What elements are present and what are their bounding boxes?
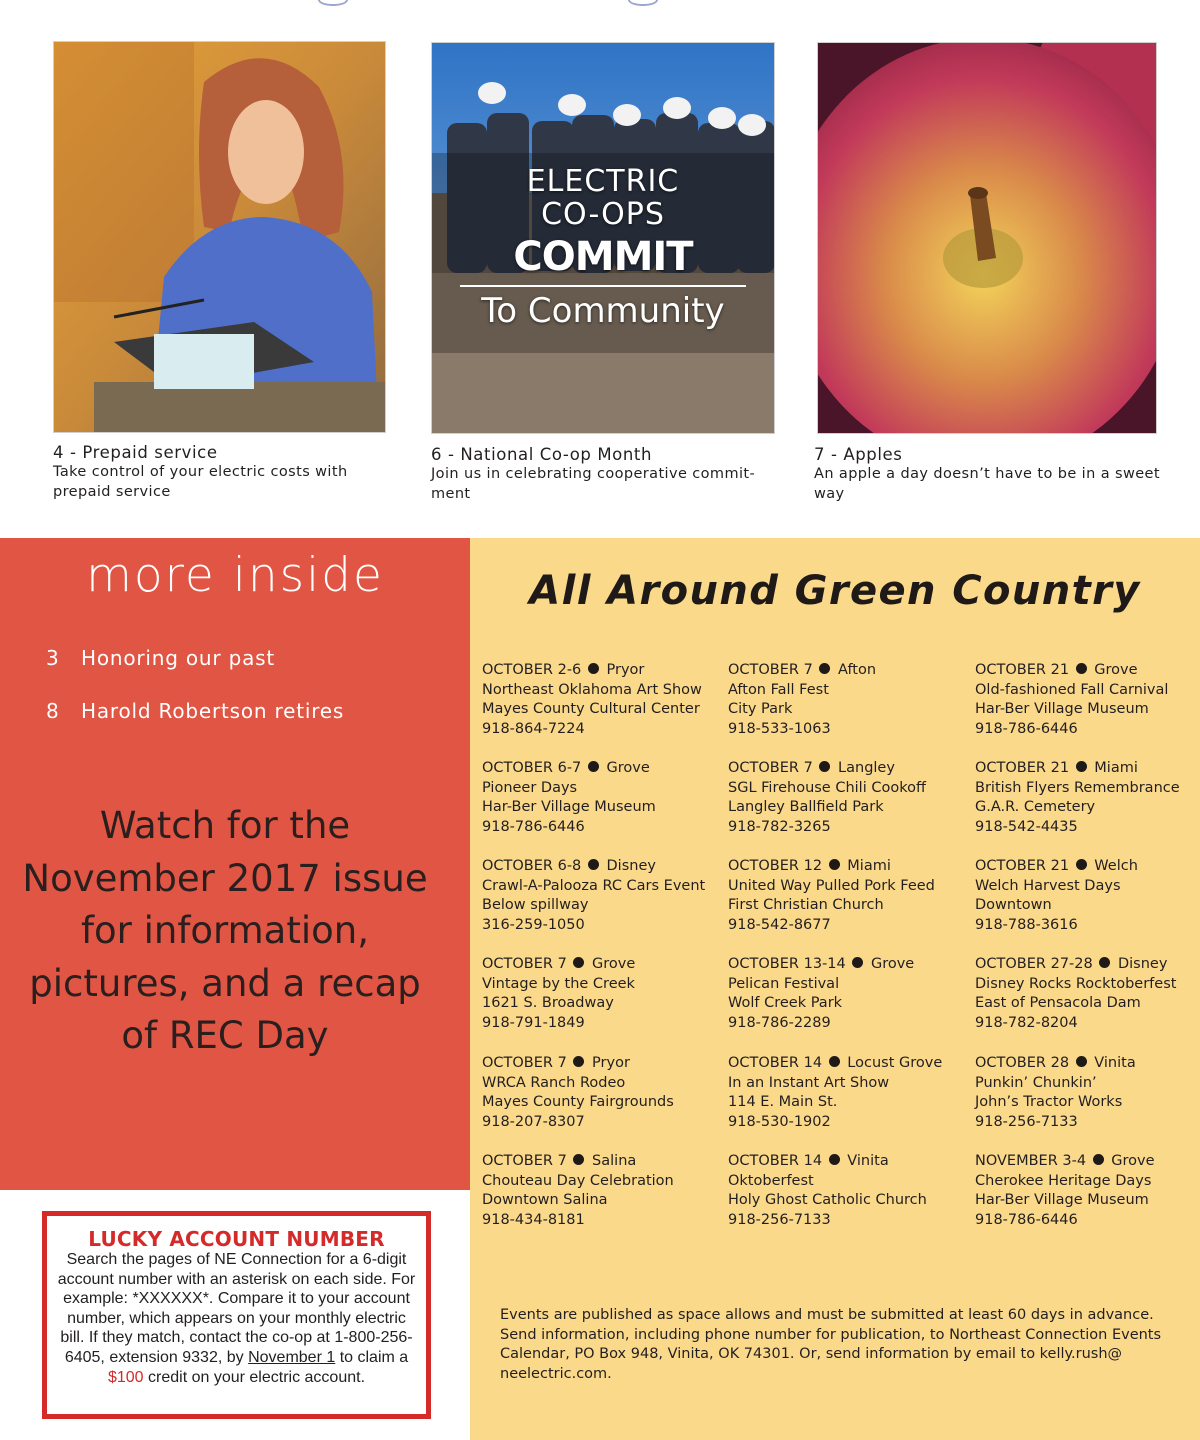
event-phone: 918-791-1849	[482, 1015, 585, 1032]
event-venue: Holy Ghost Catholic Church	[728, 1192, 927, 1209]
event-date: OCTOBER 7	[728, 760, 813, 776]
feature-title: 7 - Apples	[814, 445, 903, 464]
event-date-line	[728, 857, 968, 877]
event-name: Oktoberfest	[728, 1172, 814, 1189]
event-date: OCTOBER 28	[975, 1055, 1070, 1071]
bullet-dot-icon	[819, 663, 830, 674]
event-phone: 918-256-7133	[975, 1114, 1078, 1131]
bullet-dot-icon	[829, 859, 840, 870]
inside-item-page: 8	[46, 699, 60, 723]
event-venue: Downtown	[975, 897, 1052, 914]
event-venue: Wolf Creek Park	[728, 995, 843, 1012]
event-date: OCTOBER 21	[975, 858, 1070, 874]
event-date-line	[975, 857, 1200, 877]
co-op-overlay-line4: To Community	[481, 291, 725, 331]
event-venue: 114 E. Main St.	[728, 1094, 838, 1111]
event-phone: 918-542-8677	[728, 917, 831, 934]
masthead-fragment-right	[628, 0, 658, 6]
event-date-line	[482, 955, 722, 975]
event-listing	[482, 1054, 722, 1133]
event-name: Afton Fall Fest	[728, 681, 829, 698]
event-listing	[975, 857, 1200, 936]
event-venue: Mayes County Cultural Center	[482, 701, 700, 718]
lucky-body	[57, 1250, 416, 1387]
event-name: Cherokee Heritage Days	[975, 1172, 1152, 1189]
event-date: OCTOBER 13-14	[728, 956, 846, 972]
bullet-dot-icon	[1076, 761, 1087, 772]
event-name: Old-fashioned Fall Carnival	[975, 681, 1169, 698]
event-phone: 918-542-4435	[975, 819, 1078, 836]
event-listing	[482, 857, 722, 936]
event-venue: Har-Ber Village Museum	[975, 701, 1149, 718]
event-date: OCTOBER 14	[728, 1055, 823, 1071]
bullet-dot-icon	[1076, 859, 1087, 870]
event-listing	[482, 955, 722, 1034]
event-listing	[975, 955, 1200, 1034]
bullet-dot-icon	[1076, 663, 1087, 674]
feature-caption-apples	[814, 445, 1164, 504]
event-town: Locust Grove	[847, 1055, 943, 1071]
event-listing	[482, 1152, 722, 1231]
feature-title: 6 - National Co-op Month	[431, 445, 653, 464]
event-phone: 918-207-8307	[482, 1114, 585, 1131]
event-town: Disney	[606, 858, 656, 874]
event-town: Pryor	[606, 662, 645, 678]
feature-description: Take control of your electric costs with prepaid service	[53, 464, 348, 500]
event-date: OCTOBER 7	[482, 1153, 567, 1169]
lucky-text: Search the pages of NE Connection for a 6-digit account number with an asterisk on each side. For example: *XXXXXX*. Compare it to your account number, which appears on your monthly electric bill. If they match, contact the co-op at 1-800-256-6405, extension 9332, by	[57, 1251, 416, 1366]
event-listing	[975, 1054, 1200, 1133]
inside-item-page: 3	[46, 646, 60, 670]
event-phone: 918-256-7133	[728, 1212, 831, 1229]
lucky-title: LUCKY ACCOUNT NUMBER	[88, 1227, 385, 1251]
event-town: Afton	[838, 662, 877, 678]
event-phone: 918-782-8204	[975, 1015, 1078, 1032]
event-date-line	[975, 759, 1200, 779]
groundbreaking-ceremony-photo	[431, 42, 775, 434]
event-phone: 918-864-7224	[482, 721, 585, 738]
event-date-line	[728, 955, 968, 975]
calendar-title: All Around Green Country	[529, 568, 1141, 614]
event-venue: Below spillway	[482, 897, 589, 914]
inside-item-label: Harold Robertson retires	[81, 699, 345, 723]
event-name: Northeast Oklahoma Art Show	[482, 681, 702, 698]
event-town: Welch	[1094, 858, 1138, 874]
event-name: SGL Firehouse Chili Cookoff	[728, 779, 926, 796]
event-phone: 918-788-3616	[975, 917, 1078, 934]
feature-caption-coop-month	[431, 445, 781, 504]
event-date-line	[728, 1152, 968, 1172]
more-inside-heading: more inside	[86, 548, 384, 603]
masthead-fragment-left	[318, 0, 348, 6]
event-date-line	[975, 1152, 1200, 1172]
bullet-dot-icon	[1076, 1056, 1087, 1067]
event-phone: 918-530-1902	[728, 1114, 831, 1131]
watch-for-notice: Watch for the November 2017 issue for information, pictures, and a recap of REC Day	[22, 804, 428, 1057]
event-town: Grove	[870, 956, 915, 972]
event-date: OCTOBER 27-28	[975, 956, 1093, 972]
event-listing	[482, 759, 722, 838]
event-date: OCTOBER 7	[482, 956, 567, 972]
event-town: Disney	[1117, 956, 1168, 972]
event-date-line	[482, 857, 722, 877]
event-date-line	[728, 1054, 968, 1074]
event-phone: 918-782-3265	[728, 819, 831, 836]
event-venue: Har-Ber Village Museum	[975, 1192, 1149, 1209]
event-venue: Downtown Salina	[482, 1192, 608, 1209]
calendar-footnote: Events are published as space allows and must be submitted at least 60 days in advance. Send information, including phone number for publication, to Northeast Connection Events Calendar, PO Box 948, Vinita, OK 74301. Or, send information by email to kelly.rush@ neelectric.com.	[500, 1307, 1162, 1383]
event-date: OCTOBER 2-6	[482, 662, 582, 678]
event-date-line	[728, 661, 968, 681]
event-town: Grove	[592, 956, 636, 972]
event-listing	[482, 661, 722, 740]
event-name: Welch Harvest Days	[975, 877, 1121, 894]
event-listing	[728, 1054, 968, 1133]
event-date-line	[975, 1054, 1200, 1074]
event-date: OCTOBER 7	[728, 662, 813, 678]
event-town: Miami	[847, 858, 891, 874]
event-date: OCTOBER 6-7	[482, 760, 582, 776]
bullet-dot-icon	[1099, 957, 1110, 968]
event-venue: Har-Ber Village Museum	[482, 799, 656, 816]
event-phone: 918-786-6446	[975, 721, 1078, 738]
event-date-line	[482, 1152, 722, 1172]
inside-item-label: Honoring our past	[81, 646, 276, 670]
event-date: OCTOBER 21	[975, 760, 1070, 776]
event-listing	[975, 661, 1200, 740]
photo-illustration	[818, 43, 1157, 434]
lucky-deadline: November 1	[248, 1348, 336, 1366]
event-name: Crawl-A-Palooza RC Cars Event	[482, 877, 706, 894]
event-listing	[728, 955, 968, 1034]
co-op-overlay-line1: ELECTRIC	[526, 164, 680, 199]
photo-illustration	[54, 42, 386, 433]
event-town: Langley	[838, 760, 895, 776]
event-venue: First Christian Church	[728, 897, 884, 914]
woman-paying-bills-photo	[53, 41, 386, 433]
bullet-dot-icon	[819, 761, 830, 772]
bullet-dot-icon	[573, 1154, 584, 1165]
event-phone: 918-786-6446	[975, 1212, 1078, 1229]
event-listing	[728, 661, 968, 740]
event-venue: G.A.R. Cemetery	[975, 799, 1096, 816]
event-name: Vintage by the Creek	[482, 975, 635, 992]
event-date: OCTOBER 14	[728, 1153, 823, 1169]
lucky-account-box	[42, 1211, 431, 1419]
event-name: Pelican Festival	[728, 975, 840, 992]
lucky-text: to claim a	[339, 1348, 409, 1366]
event-venue: Langley Ballfield Park	[728, 799, 884, 816]
event-listing	[975, 759, 1200, 838]
bullet-dot-icon	[588, 663, 599, 674]
event-venue: John’s Tractor Works	[975, 1094, 1123, 1111]
feature-title: 4 - Prepaid service	[53, 443, 218, 462]
event-town: Miami	[1094, 760, 1138, 776]
event-listing	[728, 857, 968, 936]
bullet-dot-icon	[829, 1056, 840, 1067]
event-name: British Flyers Remembrance	[975, 779, 1180, 796]
co-op-overlay-line2: CO-OPS	[541, 197, 665, 232]
inside-item	[46, 699, 344, 723]
event-listing	[728, 1152, 968, 1231]
bullet-dot-icon	[588, 859, 599, 870]
event-phone: 918-786-6446	[482, 819, 585, 836]
event-name: Pioneer Days	[482, 779, 578, 796]
event-town: Pryor	[592, 1055, 630, 1071]
event-phone: 918-786-2289	[728, 1015, 831, 1032]
event-date: NOVEMBER 3-4	[975, 1153, 1087, 1169]
inside-item	[46, 646, 275, 670]
event-venue: 1621 S. Broadway	[482, 995, 614, 1012]
bullet-dot-icon	[573, 957, 584, 968]
event-date-line	[482, 661, 722, 681]
event-date-line	[975, 955, 1200, 975]
event-town: Salina	[592, 1153, 637, 1169]
apple-closeup-photo	[817, 42, 1157, 434]
event-listing	[975, 1152, 1200, 1231]
event-date-line	[728, 759, 968, 779]
event-venue: City Park	[728, 701, 793, 718]
event-listing	[728, 759, 968, 838]
event-date: OCTOBER 7	[482, 1055, 567, 1071]
event-name: Chouteau Day Celebration	[482, 1172, 674, 1189]
event-venue: Mayes County Fairgrounds	[482, 1094, 674, 1111]
event-phone: 316-259-1050	[482, 917, 585, 934]
bullet-dot-icon	[573, 1056, 584, 1067]
event-town: Grove	[1111, 1153, 1155, 1169]
lucky-text: credit on your electric account.	[148, 1368, 366, 1386]
feature-caption-prepaid	[53, 443, 393, 502]
bullet-dot-icon	[588, 761, 599, 772]
event-date: OCTOBER 21	[975, 662, 1070, 678]
event-date-line	[975, 661, 1200, 681]
event-name: Disney Rocks Rocktoberfest	[975, 975, 1177, 992]
event-name: In an Instant Art Show	[728, 1074, 890, 1091]
bullet-dot-icon	[829, 1154, 840, 1165]
event-phone: 918-533-1063	[728, 721, 831, 738]
event-town: Vinita	[847, 1153, 889, 1169]
lucky-amount: $100	[107, 1368, 144, 1386]
event-date-line	[482, 1054, 722, 1074]
event-name: United Way Pulled Pork Feed	[728, 877, 935, 894]
event-town: Grove	[1094, 662, 1138, 678]
bullet-dot-icon	[1093, 1154, 1104, 1165]
bullet-dot-icon	[852, 957, 863, 968]
event-phone: 918-434-8181	[482, 1212, 585, 1229]
overlay-divider	[460, 285, 746, 287]
event-date-line	[482, 759, 722, 779]
event-venue: East of Pensacola Dam	[975, 995, 1141, 1012]
event-name: WRCA Ranch Rodeo	[482, 1074, 626, 1091]
event-date: OCTOBER 6-8	[482, 858, 582, 874]
event-town: Vinita	[1094, 1055, 1136, 1071]
event-town: Grove	[606, 760, 650, 776]
co-op-overlay-line3: COMMIT	[513, 234, 693, 280]
feature-description: An apple a day doesn’t have to be in a sweet way	[814, 466, 1160, 502]
event-name: Punkin’ Chunkin’	[975, 1074, 1097, 1091]
feature-description: Join us in celebrating cooperative commit- ment	[431, 466, 756, 502]
event-date: OCTOBER 12	[728, 858, 823, 874]
